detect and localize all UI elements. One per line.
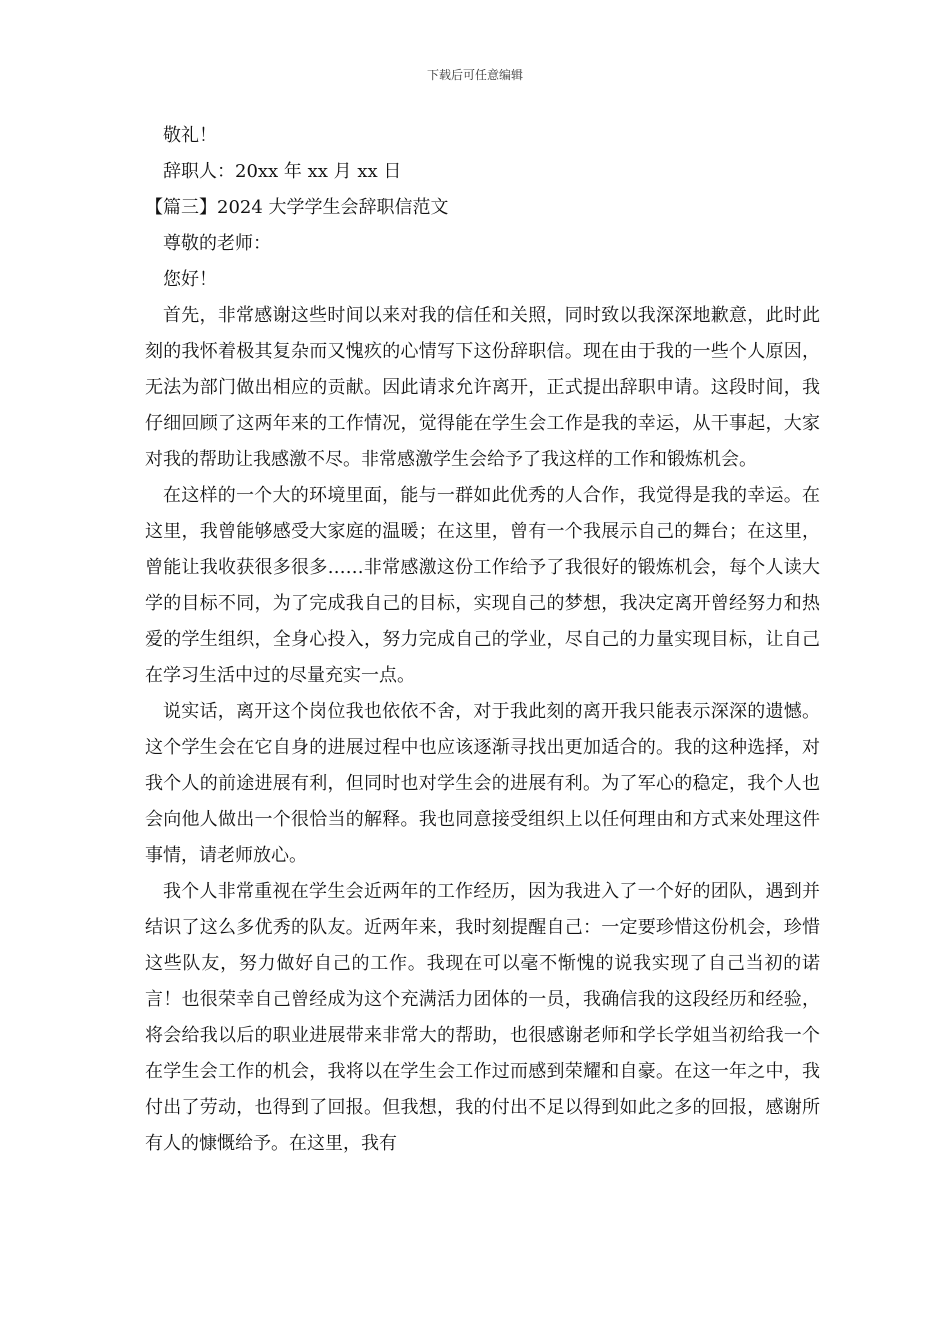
page-header-note: 下载后可任意编辑	[426, 68, 523, 82]
closing-line: 敬礼！	[163, 125, 217, 146]
greeting: 您好！	[163, 269, 217, 290]
salutation: 尊敬的老师：	[163, 233, 271, 254]
paragraph-3: 说实话，离开这个岗位我也依依不舍，对于我此刻的离开我只能表示深深的遗憾。这个学生会在它自身的进展过程中也应该逐渐寻找出更加适合的。我的这种选择，对我个人的前途进展有利，但同时也对学生会的进展有利。为了军心的稳定，我个人也会向他人做出一个很恰当的解释。我也同意接受组织上以任何理由和方式来处理这件事情，请老师放心。	[145, 701, 820, 866]
signature-line: 辞职人：20xx 年 xx 月 xx 日	[163, 161, 402, 182]
paragraph-1: 首先，非常感谢这些时间以来对我的信任和关照，同时致以我深深地歉意，此时此刻的我怀着极其复杂而又愧疚的心情写下这份辞职信。现在由于我的一些个人原因，无法为部门做出相应的贡献。因此请求允许离开，正式提出辞职申请。这段时间，我仔细回顾了这两年来的工作情况，觉得能在学生会工作是我的幸运，从干事起，大家对我的帮助让我感激不尽。非常感激学生会给予了我这样的工作和锻炼机会。	[145, 305, 820, 470]
section-title: 【篇三】2024 大学学生会辞职信范文	[145, 197, 449, 218]
document-body	[145, 118, 820, 1162]
paragraph-4: 我个人非常重视在学生会近两年的工作经历，因为我进入了一个好的团队，遇到并结识了这么多优秀的队友。近两年来，我时刻提醒自己：一定要珍惜这份机会，珍惜这些队友，努力做好自己的工作。我现在可以毫不惭愧的说我实现了自己当初的诺言！也很荣幸自己曾经成为这个充满活力团体的一员，我确信我的这段经历和经验，将会给我以后的职业进展带来非常大的帮助，也很感谢老师和学长学姐当初给我一个在学生会工作的机会，我将以在学生会工作过而感到荣耀和自豪。在这一年之中，我付出了劳动，也得到了回报。但我想，我的付出不足以得到如此之多的回报，感谢所有人的慷慨给予。在这里，我有	[145, 881, 820, 1154]
paragraph-2: 在这样的一个大的环境里面，能与一群如此优秀的人合作，我觉得是我的幸运。在这里，我曾能够感受大家庭的温暖；在这里，曾有一个我展示自己的舞台；在这里，曾能让我收获很多很多……非常感激这份工作给予了我很好的锻炼机会，每个人读大学的目标不同，为了完成我自己的目标，实现自己的梦想，我决定离开曾经努力和热爱的学生组织，全身心投入，努力完成自己的学业，尽自己的力量实现目标，让自己在学习生活中过的尽量充实一点。	[145, 485, 820, 686]
